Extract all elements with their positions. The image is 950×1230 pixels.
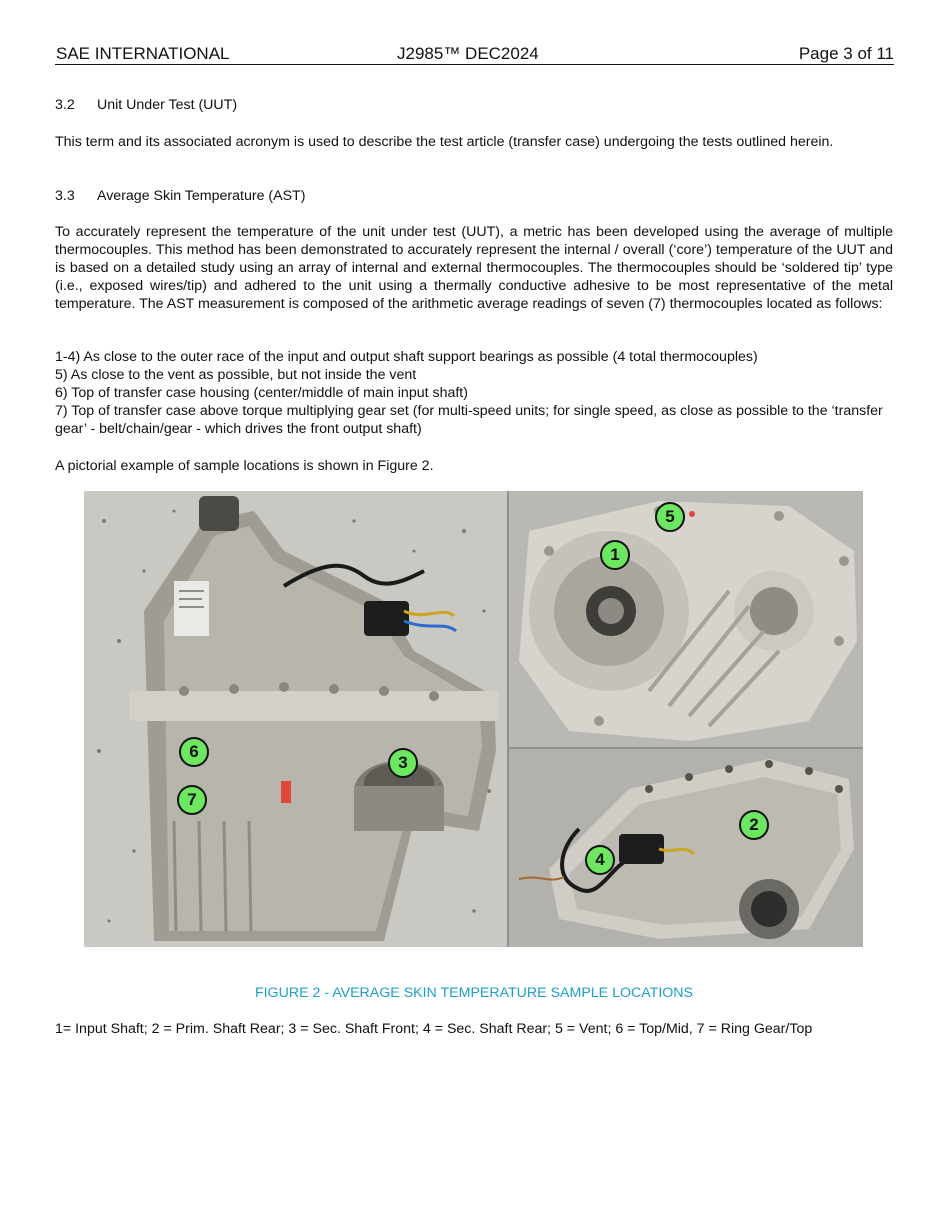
- figure-caption: FIGURE 2 - AVERAGE SKIN TEMPERATURE SAMPLE LOCATIONS: [254, 985, 694, 1001]
- header-page-number: Page 3 of 11: [798, 44, 894, 63]
- pictorial-reference: A pictorial example of sample locations is shown in Figure 2.: [55, 458, 434, 474]
- section-title: Unit Under Test (UUT): [97, 97, 238, 113]
- header-organization: SAE INTERNATIONAL: [56, 44, 230, 63]
- section-3-3-body: To accurately represent the temperature of the unit under test (UUT), a metric has been developed using the average of multiple thermocouples. This method has been demonstrated to accurately represent the internal / overall (‘core’) temperature of the UUT and is based on a detailed study using an array of internal and external thermocouples. The thermocouples should be ‘soldered tip’ type (i.e., exposed wires/tip) and adhered to the unit using a thermally conductive adhesive to be most representative of the metal temperature. The AST measurement is composed of the arithmetic average readings of seven (7) thermocouples located as follows:: [55, 224, 893, 312]
- marker-1-input-shaft: 1: [600, 540, 630, 570]
- marker-7-ring-gear-top: 7: [177, 785, 207, 815]
- header-document-id: J2985™ DEC2024: [397, 44, 539, 63]
- transfer-case-side-photo: [84, 491, 507, 947]
- section-number: 3.3: [55, 188, 75, 204]
- transfer-case-open-housing-photo: [509, 491, 863, 747]
- marker-4-sec-shaft-rear: 4: [585, 845, 615, 875]
- section-number: 3.2: [55, 97, 75, 113]
- section-3-2-heading: [55, 96, 893, 114]
- section-3-3-heading: [55, 187, 893, 205]
- section-3-2-body: This term and its associated acronym is used to describe the test article (transfer case) undergoing the tests outlined herein.: [55, 134, 834, 150]
- location-item: 6) Top of transfer case housing (center/middle of main input shaft): [55, 385, 468, 401]
- figure-2-photo-composite: [84, 491, 863, 947]
- transfer-case-rear-photo: [509, 749, 863, 947]
- location-item: 1-4) As close to the outer race of the input and output shaft support bearings as possible (4 total thermocouples): [55, 349, 758, 365]
- page-header: [55, 44, 894, 65]
- marker-2-prim-shaft-rear: 2: [739, 810, 769, 840]
- marker-3-sec-shaft-front: 3: [388, 748, 418, 778]
- figure-legend: 1= Input Shaft; 2 = Prim. Shaft Rear; 3 = Sec. Shaft Front; 4 = Sec. Shaft Rear; 5 = Vent; 6 = Top/Mid, 7 = Ring Gear/Top: [55, 1021, 813, 1037]
- location-item: 5) As close to the vent as possible, but not inside the vent: [55, 367, 417, 383]
- location-item: 7) Top of transfer case above torque multiplying gear set (for multi-speed units; for single speed, as close as possible to the ‘transfer gear’ - belt/chain/gear - which drives the front output shaft): [55, 403, 883, 437]
- marker-5-vent: 5: [655, 502, 685, 532]
- section-title: Average Skin Temperature (AST): [97, 188, 306, 204]
- marker-6-top-mid: 6: [179, 737, 209, 767]
- thermocouple-location-list: [55, 348, 893, 438]
